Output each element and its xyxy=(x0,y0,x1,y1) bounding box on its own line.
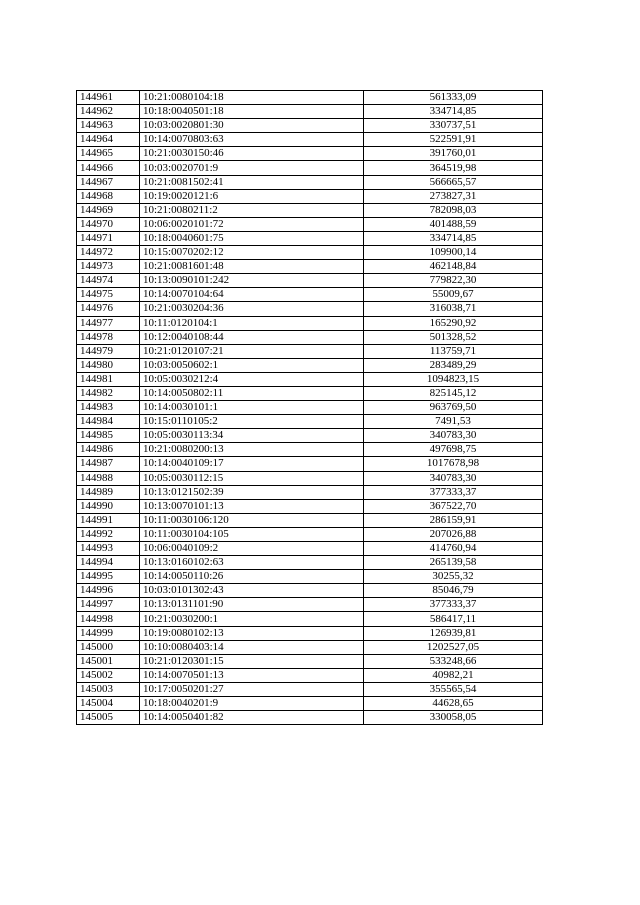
cadastral-value-cell: 586417,11 xyxy=(364,612,543,626)
cadastral-value-cell: 779822,30 xyxy=(364,274,543,288)
row-number-cell: 144987 xyxy=(77,457,140,471)
cadastral-number-cell: 10:13:0121502:39 xyxy=(140,485,364,499)
row-number-cell: 144996 xyxy=(77,584,140,598)
cadastral-number-cell: 10:18:0040201:9 xyxy=(140,697,364,711)
cadastral-number-cell: 10:14:0040109:17 xyxy=(140,457,364,471)
cadastral-number-cell: 10:14:0070104:64 xyxy=(140,288,364,302)
table-row xyxy=(77,556,543,570)
table-row xyxy=(77,499,543,513)
cadastral-value-cell: 522591,91 xyxy=(364,133,543,147)
row-number-cell: 144969 xyxy=(77,203,140,217)
table-row xyxy=(77,91,543,105)
table-row xyxy=(77,231,543,245)
row-number-cell: 144968 xyxy=(77,189,140,203)
row-number-cell: 144997 xyxy=(77,598,140,612)
cadastral-number-cell: 10:05:0030113:34 xyxy=(140,429,364,443)
table-row xyxy=(77,527,543,541)
cadastral-value-cell: 30255,32 xyxy=(364,570,543,584)
cadastral-value-cell: 462148,84 xyxy=(364,260,543,274)
row-number-cell: 144974 xyxy=(77,274,140,288)
cadastral-value-cell: 165290,92 xyxy=(364,316,543,330)
row-number-cell: 144970 xyxy=(77,217,140,231)
row-number-cell: 144977 xyxy=(77,316,140,330)
row-number-cell: 144967 xyxy=(77,175,140,189)
cadastral-value-cell: 401488,59 xyxy=(364,217,543,231)
cadastral-number-cell: 10:11:0030106:120 xyxy=(140,513,364,527)
table-row xyxy=(77,302,543,316)
cadastral-value-cell: 825145,12 xyxy=(364,386,543,400)
cadastral-value-cell: 85046,79 xyxy=(364,584,543,598)
table-row xyxy=(77,161,543,175)
table-row xyxy=(77,542,543,556)
table-row xyxy=(77,415,543,429)
cadastral-value-table xyxy=(76,90,543,725)
table-row xyxy=(77,105,543,119)
cadastral-value-cell: 414760,94 xyxy=(364,542,543,556)
table-row xyxy=(77,189,543,203)
row-number-cell: 144989 xyxy=(77,485,140,499)
cadastral-number-cell: 10:06:0020101:72 xyxy=(140,217,364,231)
cadastral-number-cell: 10:13:0131101:90 xyxy=(140,598,364,612)
cadastral-value-cell: 334714,85 xyxy=(364,105,543,119)
row-number-cell: 144976 xyxy=(77,302,140,316)
cadastral-value-cell: 40982,21 xyxy=(364,668,543,682)
cadastral-number-cell: 10:18:0040501:18 xyxy=(140,105,364,119)
table-row xyxy=(77,330,543,344)
cadastral-number-cell: 10:03:0050602:1 xyxy=(140,358,364,372)
table-row xyxy=(77,274,543,288)
table-row xyxy=(77,697,543,711)
row-number-cell: 144983 xyxy=(77,401,140,415)
cadastral-number-cell: 10:05:0030212:4 xyxy=(140,372,364,386)
row-number-cell: 144998 xyxy=(77,612,140,626)
row-number-cell: 144981 xyxy=(77,372,140,386)
row-number-cell: 144985 xyxy=(77,429,140,443)
table-row xyxy=(77,203,543,217)
row-number-cell: 144986 xyxy=(77,443,140,457)
cadastral-value-cell: 566665,57 xyxy=(364,175,543,189)
cadastral-value-cell: 126939,81 xyxy=(364,626,543,640)
cadastral-number-cell: 10:14:0030101:1 xyxy=(140,401,364,415)
table-row xyxy=(77,654,543,668)
cadastral-number-cell: 10:19:0020121:6 xyxy=(140,189,364,203)
cadastral-value-cell: 377333,37 xyxy=(364,598,543,612)
cadastral-value-cell: 782098,03 xyxy=(364,203,543,217)
cadastral-number-cell: 10:21:0081502:41 xyxy=(140,175,364,189)
table-row xyxy=(77,513,543,527)
row-number-cell: 144978 xyxy=(77,330,140,344)
cadastral-number-cell: 10:14:0050110:26 xyxy=(140,570,364,584)
cadastral-value-cell: 1017678,98 xyxy=(364,457,543,471)
table-row xyxy=(77,260,543,274)
row-number-cell: 145002 xyxy=(77,668,140,682)
table-row xyxy=(77,640,543,654)
cadastral-value-cell: 330737,51 xyxy=(364,119,543,133)
cadastral-value-cell: 286159,91 xyxy=(364,513,543,527)
cadastral-value-cell: 963769,50 xyxy=(364,401,543,415)
cadastral-value-cell: 55009,67 xyxy=(364,288,543,302)
cadastral-number-cell: 10:21:0030204:36 xyxy=(140,302,364,316)
row-number-cell: 145001 xyxy=(77,654,140,668)
cadastral-number-cell: 10:21:0081601:48 xyxy=(140,260,364,274)
cadastral-number-cell: 10:05:0030112:15 xyxy=(140,471,364,485)
cadastral-value-cell: 1202527,05 xyxy=(364,640,543,654)
table-row xyxy=(77,217,543,231)
cadastral-number-cell: 10:18:0040601:75 xyxy=(140,231,364,245)
table-row xyxy=(77,358,543,372)
row-number-cell: 144999 xyxy=(77,626,140,640)
cadastral-number-cell: 10:13:0090101:242 xyxy=(140,274,364,288)
row-number-cell: 144980 xyxy=(77,358,140,372)
cadastral-value-cell: 497698,75 xyxy=(364,443,543,457)
cadastral-number-cell: 10:19:0080102:13 xyxy=(140,626,364,640)
cadastral-value-cell: 355565,54 xyxy=(364,682,543,696)
cadastral-number-cell: 10:21:0030150:46 xyxy=(140,147,364,161)
table-row xyxy=(77,584,543,598)
table-row xyxy=(77,133,543,147)
table-row xyxy=(77,344,543,358)
row-number-cell: 144963 xyxy=(77,119,140,133)
cadastral-number-cell: 10:13:0070101:13 xyxy=(140,499,364,513)
cadastral-value-cell: 340783,30 xyxy=(364,429,543,443)
table-row xyxy=(77,443,543,457)
cadastral-number-cell: 10:14:0050401:82 xyxy=(140,711,364,725)
cadastral-value-cell: 533248,66 xyxy=(364,654,543,668)
cadastral-value-cell: 364519,98 xyxy=(364,161,543,175)
cadastral-number-cell: 10:03:0020801:30 xyxy=(140,119,364,133)
row-number-cell: 145003 xyxy=(77,682,140,696)
row-number-cell: 144964 xyxy=(77,133,140,147)
cadastral-value-cell: 377333,37 xyxy=(364,485,543,499)
table-row xyxy=(77,626,543,640)
cadastral-number-cell: 10:21:0120301:15 xyxy=(140,654,364,668)
row-number-cell: 144961 xyxy=(77,91,140,105)
row-number-cell: 144962 xyxy=(77,105,140,119)
row-number-cell: 144975 xyxy=(77,288,140,302)
row-number-cell: 145005 xyxy=(77,711,140,725)
table-row xyxy=(77,570,543,584)
cadastral-value-cell: 330058,05 xyxy=(364,711,543,725)
cadastral-value-cell: 501328,52 xyxy=(364,330,543,344)
table-row xyxy=(77,147,543,161)
table-row xyxy=(77,471,543,485)
table-row xyxy=(77,485,543,499)
cadastral-value-cell: 1094823,15 xyxy=(364,372,543,386)
table-row xyxy=(77,386,543,400)
cadastral-number-cell: 10:17:0050201:27 xyxy=(140,682,364,696)
cadastral-value-cell: 367522,70 xyxy=(364,499,543,513)
cadastral-number-cell: 10:21:0080104:18 xyxy=(140,91,364,105)
cadastral-value-cell: 283489,29 xyxy=(364,358,543,372)
row-number-cell: 144990 xyxy=(77,499,140,513)
table-row xyxy=(77,612,543,626)
cadastral-value-cell: 265139,58 xyxy=(364,556,543,570)
cadastral-value-cell: 334714,85 xyxy=(364,231,543,245)
table-row xyxy=(77,316,543,330)
cadastral-number-cell: 10:12:0040108:44 xyxy=(140,330,364,344)
row-number-cell: 144988 xyxy=(77,471,140,485)
cadastral-number-cell: 10:21:0120107:21 xyxy=(140,344,364,358)
row-number-cell: 144971 xyxy=(77,231,140,245)
row-number-cell: 144992 xyxy=(77,527,140,541)
row-number-cell: 144994 xyxy=(77,556,140,570)
row-number-cell: 145000 xyxy=(77,640,140,654)
cadastral-number-cell: 10:11:0030104:105 xyxy=(140,527,364,541)
cadastral-number-cell: 10:15:0070202:12 xyxy=(140,246,364,260)
cadastral-number-cell: 10:14:0070803:63 xyxy=(140,133,364,147)
table-row xyxy=(77,682,543,696)
table-row xyxy=(77,401,543,415)
row-number-cell: 144991 xyxy=(77,513,140,527)
row-number-cell: 144979 xyxy=(77,344,140,358)
cadastral-value-cell: 561333,09 xyxy=(364,91,543,105)
cadastral-number-cell: 10:03:0101302:43 xyxy=(140,584,364,598)
cadastral-value-cell: 109900,14 xyxy=(364,246,543,260)
row-number-cell: 144982 xyxy=(77,386,140,400)
cadastral-number-cell: 10:21:0030200:1 xyxy=(140,612,364,626)
row-number-cell: 144995 xyxy=(77,570,140,584)
cadastral-number-cell: 10:06:0040109:2 xyxy=(140,542,364,556)
row-number-cell: 144973 xyxy=(77,260,140,274)
table-row xyxy=(77,246,543,260)
cadastral-number-cell: 10:21:0080200:13 xyxy=(140,443,364,457)
cadastral-value-cell: 113759,71 xyxy=(364,344,543,358)
cadastral-number-cell: 10:14:0070501:13 xyxy=(140,668,364,682)
table-row xyxy=(77,175,543,189)
row-number-cell: 144966 xyxy=(77,161,140,175)
table-row xyxy=(77,288,543,302)
cadastral-number-cell: 10:10:0080403:14 xyxy=(140,640,364,654)
cadastral-number-cell: 10:03:0020701:9 xyxy=(140,161,364,175)
table-row xyxy=(77,372,543,386)
row-number-cell: 145004 xyxy=(77,697,140,711)
cadastral-value-cell: 7491,53 xyxy=(364,415,543,429)
row-number-cell: 144972 xyxy=(77,246,140,260)
cadastral-value-cell: 391760,01 xyxy=(364,147,543,161)
row-number-cell: 144984 xyxy=(77,415,140,429)
table-row xyxy=(77,711,543,725)
cadastral-number-cell: 10:15:0110105:2 xyxy=(140,415,364,429)
row-number-cell: 144993 xyxy=(77,542,140,556)
cadastral-value-cell: 273827,31 xyxy=(364,189,543,203)
table-row xyxy=(77,598,543,612)
cadastral-value-cell: 207026,88 xyxy=(364,527,543,541)
cadastral-value-cell: 44628,65 xyxy=(364,697,543,711)
row-number-cell: 144965 xyxy=(77,147,140,161)
cadastral-number-cell: 10:14:0050802:11 xyxy=(140,386,364,400)
table-row xyxy=(77,429,543,443)
cadastral-number-cell: 10:21:0080211:2 xyxy=(140,203,364,217)
cadastral-number-cell: 10:11:0120104:1 xyxy=(140,316,364,330)
table-body xyxy=(77,91,543,725)
cadastral-value-cell: 340783,30 xyxy=(364,471,543,485)
cadastral-number-cell: 10:13:0160102:63 xyxy=(140,556,364,570)
table-row xyxy=(77,119,543,133)
table-row xyxy=(77,457,543,471)
table-row xyxy=(77,668,543,682)
cadastral-value-cell: 316038,71 xyxy=(364,302,543,316)
